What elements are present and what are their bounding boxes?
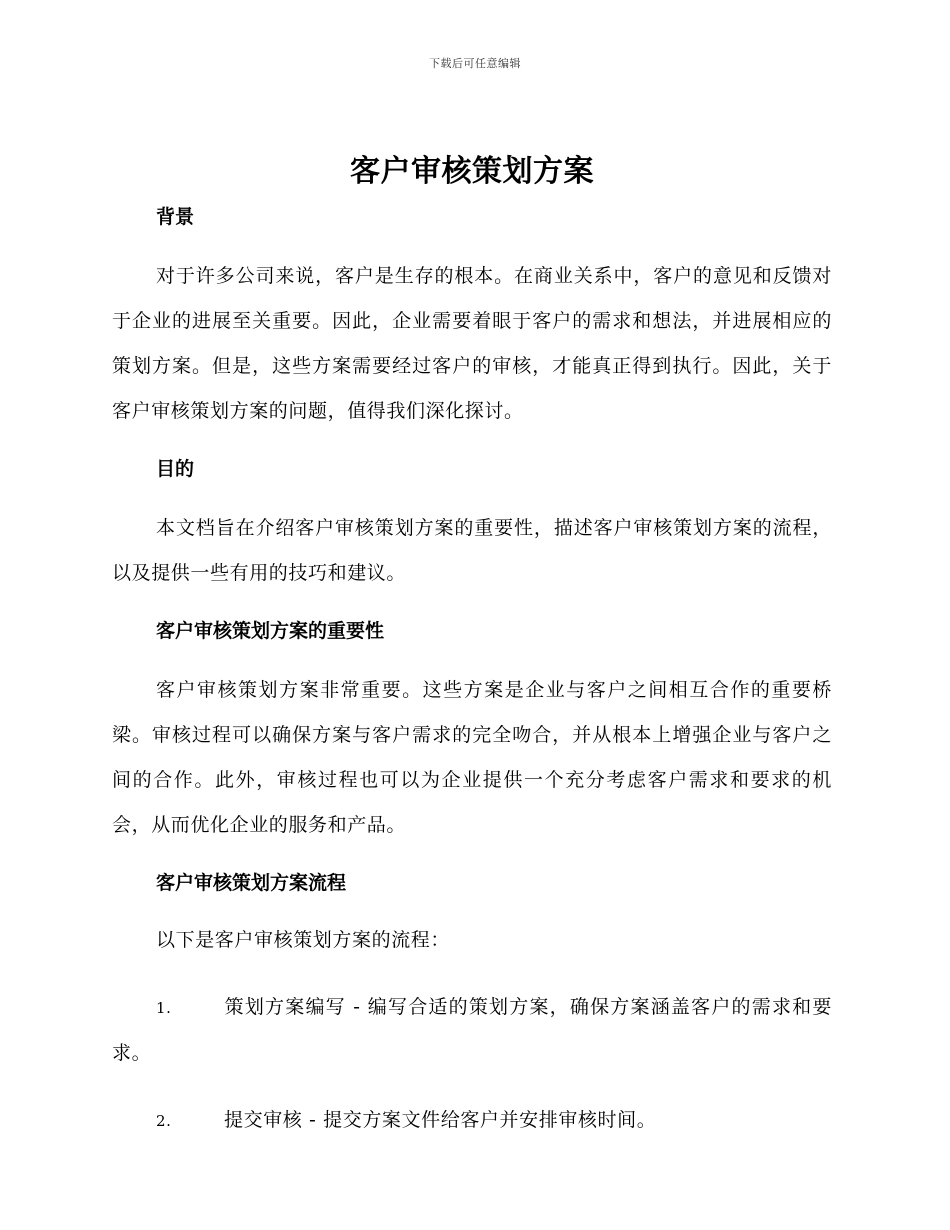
list-number: 1. [156,999,172,1017]
list-item-text: 策划方案编写 - 编写合适的策划方案，确保方案涵盖客户的需求和要求。 [112,996,832,1064]
spacer [112,896,832,918]
heading-purpose: 目的 [156,458,195,480]
spacer [112,963,832,985]
spacer [112,1076,832,1098]
heading-process: 客户审核策划方案流程 [156,872,347,894]
document-title: 客户审核策划方案 [350,154,594,189]
spacer [112,230,832,254]
paragraph-purpose: 本文档旨在介绍客户审核策划方案的重要性，描述客户审核策划方案的流程，以及提供一些有用的技巧和建议。 [112,517,832,584]
header-note: 下载后可任意编辑 [429,57,521,70]
spacer [112,482,832,506]
list-item-text: 提交审核 - 提交方案文件给客户并安排审核时间。 [224,1109,657,1131]
list-number: 2. [156,1112,172,1130]
spacer [112,848,832,870]
document-body [112,150,832,1144]
spacer [112,644,832,668]
heading-importance: 客户审核策划方案的重要性 [156,620,385,642]
spacer [112,434,832,456]
spacer [112,596,832,618]
paragraph-process-intro: 以下是客户审核策划方案的流程： [156,929,451,951]
paragraph-background: 对于许多公司来说，客户是生存的根本。在商业关系中，客户的意见和反馈对于企业的进展至关重要。因此，企业需要着眼于客户的需求和想法，并进展相应的策划方案。但是，这些方案需要经过客户的审核，才能真正得到执行。因此，关于客户审核策划方案的问题，值得我们深化探讨。 [112,265,832,422]
heading-background: 背景 [156,206,195,228]
list-item [112,985,832,1076]
paragraph-importance: 客户审核策划方案非常重要。这些方案是企业与客户之间相互合作的重要桥梁。审核过程可以确保方案与客户需求的完全吻合，并从根本上增强企业与客户之间的合作。此外，审核过程也可以为企业提供一个充分考虑客户需求和要求的机会，从而优化企业的服务和产品。 [112,679,832,836]
list-item [112,1098,832,1144]
